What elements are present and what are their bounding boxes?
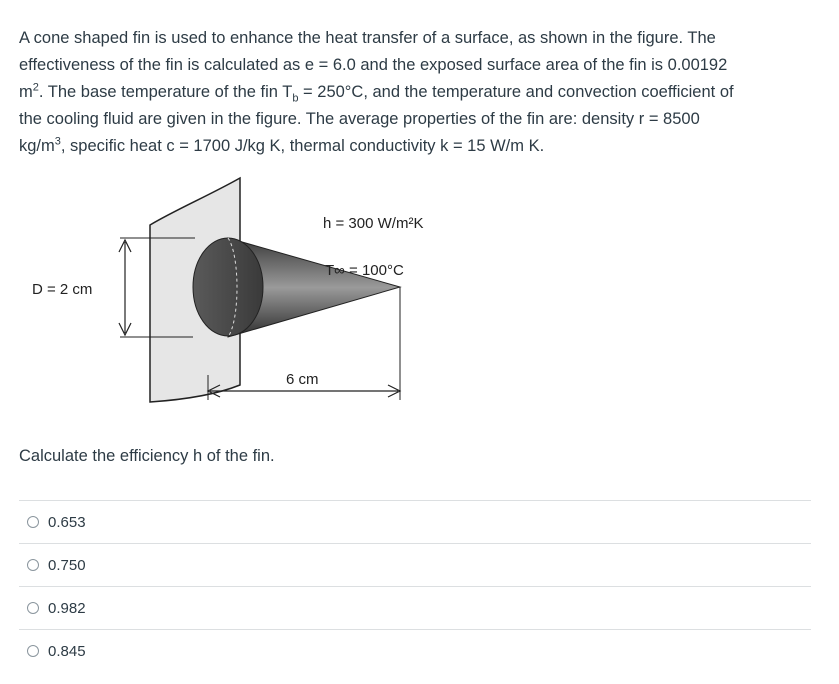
answer-option-3[interactable] [19,586,811,629]
radio-button[interactable] [27,645,39,657]
question-line-2: effectiveness of the fin is calculated as e = 6.0 and the exposed surface area of the fin is 0.00192 [19,56,728,74]
fluid-temperature-label: T∞ = 100°C [325,262,404,279]
radio-button[interactable] [27,602,39,614]
answer-label: 0.750 [48,556,86,574]
answer-option-4[interactable] [19,629,811,672]
answer-label: 0.845 [48,642,86,660]
cone-fin-diagram [0,170,839,420]
question-text [19,25,819,160]
answer-label: 0.653 [48,513,86,531]
question-line-3: $m^2$. The base temperature of the fin $T_b = 250^\circ C$, and the temperature and convection coefficient of [19,81,734,105]
length-label: 6 cm [286,371,319,388]
answer-option-1[interactable] [19,500,811,543]
question-prompt: Calculate the efficiency h of the fin. [19,447,275,465]
question-line-4: the cooling fluid are given in the figure. The average properties of the fin are: density r = 8500 [19,110,700,128]
answer-list [19,500,811,672]
convection-coefficient-label: h = 300 W/m²K [323,215,424,232]
answer-label: 0.982 [48,599,86,617]
question-line-1: A cone shaped fin is used to enhance the heat transfer of a surface, as shown in the figure. The [19,29,716,47]
question-line-5: $kg/m^3$, specific heat c = 1700 J/kg K, thermal conductivity k = 15 W/m K. [19,135,545,155]
answer-option-2[interactable] [19,543,811,586]
diameter-label: D = 2 cm [32,281,93,298]
cone-base [193,238,263,336]
radio-button[interactable] [27,516,39,528]
radio-button[interactable] [27,559,39,571]
cone-fin-figure [0,170,839,420]
